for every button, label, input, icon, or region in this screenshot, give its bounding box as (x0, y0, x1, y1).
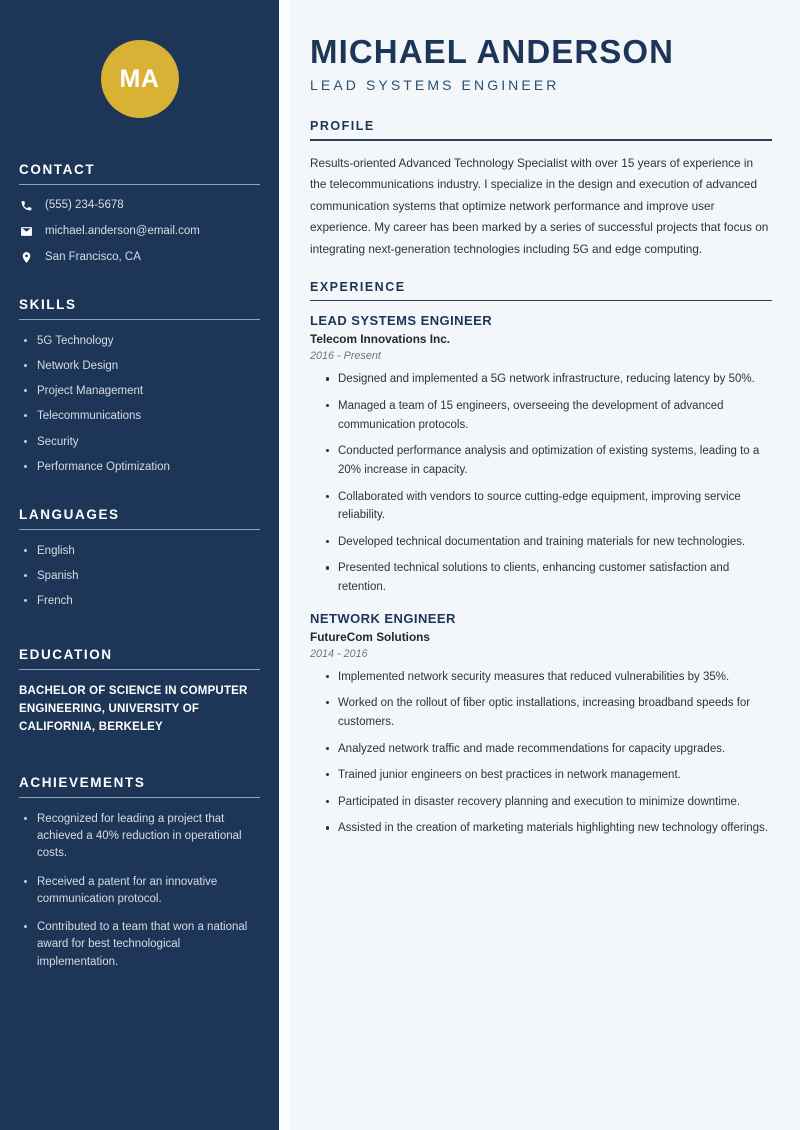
list-item: Assisted in the creation of marketing materials highlighting new technology offerings. (324, 819, 772, 838)
sidebar-section-education (19, 647, 260, 736)
profile-text: Results-oriented Advanced Technology Specialist with over 15 years of experience in the telecommunications industry. I specialize in the design and execution of advanced communication systems that optimize network performance and improve user experience. My career has been marked by a series of successful projects that focus on integrating next-generation technologies including 5G and edge computing. (310, 155, 769, 256)
contact-section-title: CONTACT (19, 162, 96, 177)
job-role: NETWORK ENGINEER (310, 610, 456, 626)
skills-divider (19, 319, 260, 320)
section-experience (310, 280, 772, 838)
list-item: Telecommunications (19, 408, 260, 425)
list-item: English (19, 543, 260, 560)
sidebar (0, 0, 279, 1130)
skills-list (19, 333, 260, 476)
achievements-list (19, 811, 260, 971)
experience-divider (310, 300, 772, 301)
list-item: Designed and implemented a 5G network infrastructure, reducing latency by 50%. (324, 370, 772, 389)
section-profile (310, 119, 772, 260)
sidebar-section-achievements (19, 775, 260, 971)
header-job-title: LEAD SYSTEMS ENGINEER (310, 77, 560, 94)
list-item: Worked on the rollout of fiber optic installations, increasing broadband speeds for customers. (324, 694, 772, 731)
sidebar-section-contact (19, 162, 260, 265)
spacer (19, 497, 260, 507)
contact-email-value: michael.anderson@email.com (45, 224, 200, 237)
avatar (101, 40, 179, 118)
sidebar-section-languages (19, 507, 260, 609)
list-item: Participated in disaster recovery planning and execution to minimize downtime. (324, 793, 772, 812)
list-item: Network Design (19, 358, 260, 375)
spacer (19, 759, 260, 775)
list-item: Conducted performance analysis and optimization of existing systems, leading to a 20% increase in capacity. (324, 442, 772, 479)
avatar-container (19, 0, 260, 162)
contact-location-value: San Francisco, CA (45, 250, 141, 263)
profile-divider (310, 139, 772, 140)
list-item: Trained junior engineers on best practices in network management. (324, 766, 772, 785)
list-item: Presented technical solutions to clients, enhancing customer satisfaction and retention. (324, 559, 772, 596)
resume-header (310, 34, 772, 93)
list-item: Developed technical documentation and training materials for new technologies. (324, 533, 772, 552)
skills-section-title: SKILLS (19, 296, 77, 312)
sidebar-edge-strip (279, 0, 289, 1130)
contact-item-location[interactable] (19, 250, 260, 265)
envelope-icon (19, 224, 33, 238)
list-item: Contributed to a team that won a national award for best technological implementation. (19, 919, 260, 971)
list-item: Analyzed network traffic and made recommendations for capacity upgrades. (324, 740, 772, 759)
list-item: Recognized for leading a project that achieved a 40% reduction in operational costs. (19, 811, 260, 863)
profile-section-title: PROFILE (310, 119, 375, 134)
list-item: Managed a team of 15 engineers, overseeing the development of advanced communication protocols. (324, 397, 772, 434)
avatar-initials: MA (119, 64, 160, 93)
education-entry: BACHELOR OF SCIENCE IN COMPUTER ENGINEERING, UNIVERSITY OF CALIFORNIA, BERKELEY (19, 685, 248, 733)
list-item: Spanish (19, 568, 260, 585)
list-item: Project Management (19, 383, 260, 400)
contact-item-email[interactable] (19, 224, 260, 239)
list-item: 5G Technology (19, 333, 260, 350)
experience-section-title: EXPERIENCE (310, 280, 406, 295)
spacer (19, 631, 260, 647)
list-item: French (19, 593, 260, 610)
job-company: FutureCom Solutions (310, 629, 430, 644)
achievements-divider (19, 797, 260, 798)
contact-divider (19, 184, 260, 185)
job-dates: 2014 - 2016 (310, 647, 368, 660)
list-item: Security (19, 434, 260, 451)
education-section-title: EDUCATION (19, 647, 113, 663)
list-item: Collaborated with vendors to source cutting-edge equipment, improving service reliability. (324, 488, 772, 525)
job-dates: 2016 - Present (310, 350, 381, 363)
list-item: Implemented network security measures that reduced vulnerabilities by 35%. (324, 668, 772, 687)
experience-job (310, 611, 772, 838)
education-divider (19, 669, 260, 670)
languages-divider (19, 529, 260, 530)
main-content (279, 0, 800, 1130)
job-company: Telecom Innovations Inc. (310, 332, 451, 347)
list-item: Received a patent for an innovative communication protocol. (19, 874, 260, 909)
contact-phone-value: (555) 234-5678 (45, 199, 124, 211)
achievements-section-title: ACHIEVEMENTS (19, 774, 146, 790)
spacer (19, 287, 260, 297)
job-role: LEAD SYSTEMS ENGINEER (310, 313, 493, 329)
experience-job (310, 313, 772, 596)
page-title: MICHAEL ANDERSON (310, 33, 675, 70)
job-bullet-list (310, 370, 772, 596)
phone-icon (19, 198, 33, 212)
map-pin-icon (19, 250, 33, 264)
list-item: Performance Optimization (19, 459, 260, 476)
languages-section-title: LANGUAGES (19, 507, 120, 523)
contact-item-phone[interactable] (19, 198, 260, 213)
languages-list (19, 543, 260, 609)
job-bullet-list (310, 668, 772, 838)
sidebar-section-skills (19, 297, 260, 476)
